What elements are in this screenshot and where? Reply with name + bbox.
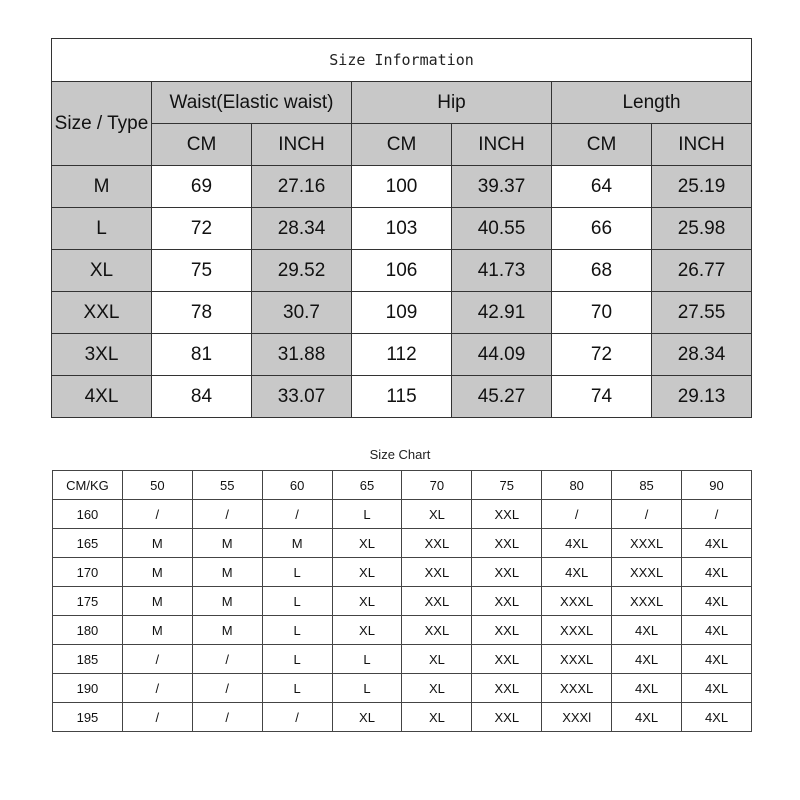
measurement-cell: 45.27 [452, 376, 552, 418]
measurement-cell: 30.7 [252, 292, 352, 334]
size-chart-cell: L [332, 674, 402, 703]
size-chart-cell: 4XL [612, 645, 682, 674]
size-chart-row [53, 645, 752, 674]
size-chart-cell: XXL [402, 558, 472, 587]
size-chart-cell: M [192, 616, 262, 645]
size-chart-cell: XXL [472, 529, 542, 558]
size-chart-cell: XXL [472, 558, 542, 587]
measurement-cell: 72 [152, 208, 252, 250]
size-chart-cell: XXXL [612, 587, 682, 616]
measurement-cell: 31.88 [252, 334, 352, 376]
size-chart-cell: XXXL [612, 558, 682, 587]
length-header: Length [552, 82, 752, 124]
measurement-cell: 26.77 [652, 250, 752, 292]
size-chart-cell: XXXL [612, 529, 682, 558]
measurement-cell: 29.52 [252, 250, 352, 292]
hip-header: Hip [352, 82, 552, 124]
measurement-cell: 25.98 [652, 208, 752, 250]
size-chart-cell: XXXL [542, 616, 612, 645]
size-chart-title: Size Chart [369, 447, 431, 462]
measurement-cell: 64 [552, 166, 652, 208]
weight-header: 55 [192, 471, 262, 500]
height-label: 190 [53, 674, 123, 703]
size-chart-row [53, 703, 752, 732]
size-chart-cell: M [122, 558, 192, 587]
size-chart-cell: 4XL [542, 529, 612, 558]
size-chart-cell: 4XL [682, 674, 752, 703]
size-chart-cell: L [262, 616, 332, 645]
size-chart-cell: 4XL [682, 703, 752, 732]
measurement-cell: 27.16 [252, 166, 352, 208]
size-chart-cell: 4XL [682, 645, 752, 674]
size-chart-cell: M [192, 558, 262, 587]
measurement-cell: 100 [352, 166, 452, 208]
size-chart-cell: M [122, 529, 192, 558]
size-chart-cell: L [332, 500, 402, 529]
size-chart-cell: / [122, 703, 192, 732]
height-label: 175 [53, 587, 123, 616]
unit-header: INCH [652, 124, 752, 166]
size-chart-cell: / [122, 674, 192, 703]
unit-header: CM [152, 124, 252, 166]
unit-header: INCH [252, 124, 352, 166]
size-chart-cell: L [262, 674, 332, 703]
size-chart-cell: XL [332, 529, 402, 558]
size-row [52, 208, 752, 250]
size-chart-cell: XXL [472, 500, 542, 529]
size-chart-table [52, 470, 752, 732]
measurement-cell: 68 [552, 250, 652, 292]
size-chart-cell: XL [332, 558, 402, 587]
weight-header: 50 [122, 471, 192, 500]
size-row [52, 166, 752, 208]
size-chart-cell: XXL [402, 529, 472, 558]
size-chart-cell: XXL [472, 645, 542, 674]
size-chart-cell: / [122, 645, 192, 674]
size-chart-cell: XXL [402, 587, 472, 616]
size-chart-cell: XXXL [542, 674, 612, 703]
height-label: 180 [53, 616, 123, 645]
measurement-cell: 84 [152, 376, 252, 418]
size-label: XXL [52, 292, 152, 334]
weight-header: 70 [402, 471, 472, 500]
size-chart-cell: 4XL [612, 703, 682, 732]
measurement-cell: 112 [352, 334, 452, 376]
size-chart-cell: M [192, 529, 262, 558]
size-chart-cell: XL [402, 703, 472, 732]
size-chart-cell: / [192, 645, 262, 674]
measurement-cell: 41.73 [452, 250, 552, 292]
measurement-cell: 103 [352, 208, 452, 250]
size-chart-cell: 4XL [542, 558, 612, 587]
size-chart-row [53, 558, 752, 587]
size-chart-cell: L [332, 645, 402, 674]
size-chart-cell: XXXl [542, 703, 612, 732]
weight-header: 85 [612, 471, 682, 500]
size-row [52, 376, 752, 418]
size-chart-cell: XXL [472, 587, 542, 616]
size-chart-cell: 4XL [682, 558, 752, 587]
height-label: 185 [53, 645, 123, 674]
size-chart-cell: 4XL [612, 674, 682, 703]
measurement-cell: 106 [352, 250, 452, 292]
size-chart-cell: XXXL [542, 587, 612, 616]
height-label: 170 [53, 558, 123, 587]
size-row [52, 250, 752, 292]
measurement-cell: 40.55 [452, 208, 552, 250]
unit-header: CM [352, 124, 452, 166]
size-chart-row [53, 529, 752, 558]
size-chart-cell: / [262, 500, 332, 529]
size-label: 3XL [52, 334, 152, 376]
size-label: XL [52, 250, 152, 292]
size-chart-cell: / [612, 500, 682, 529]
size-chart-cell: M [122, 587, 192, 616]
size-chart-cell: 4XL [682, 529, 752, 558]
size-chart-cell: L [262, 587, 332, 616]
measurement-cell: 74 [552, 376, 652, 418]
corner-label: CM/KG [53, 471, 123, 500]
weight-header: 60 [262, 471, 332, 500]
height-label: 165 [53, 529, 123, 558]
measurement-cell: 27.55 [652, 292, 752, 334]
size-chart-cell: 4XL [682, 587, 752, 616]
measurement-cell: 69 [152, 166, 252, 208]
size-chart-cell: / [192, 500, 262, 529]
size-label: L [52, 208, 152, 250]
size-chart-cell: XXL [472, 703, 542, 732]
measurement-cell: 81 [152, 334, 252, 376]
weight-header: 65 [332, 471, 402, 500]
measurement-cell: 115 [352, 376, 452, 418]
measurement-cell: 33.07 [252, 376, 352, 418]
size-chart-row [53, 674, 752, 703]
size-chart-cell: XL [402, 674, 472, 703]
measurement-cell: 75 [152, 250, 252, 292]
size-chart-cell: M [262, 529, 332, 558]
size-information-table [51, 38, 752, 418]
size-chart-cell: L [262, 645, 332, 674]
size-chart-cell: 4XL [682, 616, 752, 645]
size-chart-cell: XL [402, 645, 472, 674]
size-chart-row [53, 587, 752, 616]
size-chart-cell: XL [402, 500, 472, 529]
size-chart-cell: XL [332, 703, 402, 732]
size-chart-cell: / [262, 703, 332, 732]
measurement-cell: 39.37 [452, 166, 552, 208]
measurement-cell: 44.09 [452, 334, 552, 376]
size-row [52, 334, 752, 376]
size-chart-cell: M [192, 587, 262, 616]
waist-header: Waist(Elastic waist) [152, 82, 352, 124]
size-chart-cell: 4XL [612, 616, 682, 645]
size-chart-row [53, 616, 752, 645]
size-chart-row [53, 500, 752, 529]
weight-header: 90 [682, 471, 752, 500]
size-label: 4XL [52, 376, 152, 418]
size-chart-cell: XL [332, 616, 402, 645]
size-chart-cell: XXL [472, 674, 542, 703]
unit-header: CM [552, 124, 652, 166]
height-label: 195 [53, 703, 123, 732]
measurement-cell: 28.34 [652, 334, 752, 376]
size-chart-cell: XXXL [542, 645, 612, 674]
size-chart-cell: / [682, 500, 752, 529]
size-chart-cell: / [192, 703, 262, 732]
size-row [52, 292, 752, 334]
measurement-cell: 109 [352, 292, 452, 334]
measurement-cell: 66 [552, 208, 652, 250]
size-type-header: Size / Type [52, 82, 152, 166]
size-chart-cell: XXL [402, 616, 472, 645]
size-chart-cell: XXL [472, 616, 542, 645]
measurement-cell: 25.19 [652, 166, 752, 208]
size-chart-cell: / [122, 500, 192, 529]
measurement-cell: 42.91 [452, 292, 552, 334]
size-information-title: Size Information [52, 39, 752, 82]
size-chart-cell: XL [332, 587, 402, 616]
measurement-cell: 70 [552, 292, 652, 334]
unit-header: INCH [452, 124, 552, 166]
size-chart-cell: / [542, 500, 612, 529]
size-chart-cell: / [192, 674, 262, 703]
size-chart-header-row [53, 471, 752, 500]
size-chart-cell: M [122, 616, 192, 645]
measurement-cell: 72 [552, 334, 652, 376]
size-label: M [52, 166, 152, 208]
size-chart-cell: L [262, 558, 332, 587]
weight-header: 75 [472, 471, 542, 500]
weight-header: 80 [542, 471, 612, 500]
measurement-cell: 78 [152, 292, 252, 334]
measurement-cell: 28.34 [252, 208, 352, 250]
height-label: 160 [53, 500, 123, 529]
measurement-cell: 29.13 [652, 376, 752, 418]
